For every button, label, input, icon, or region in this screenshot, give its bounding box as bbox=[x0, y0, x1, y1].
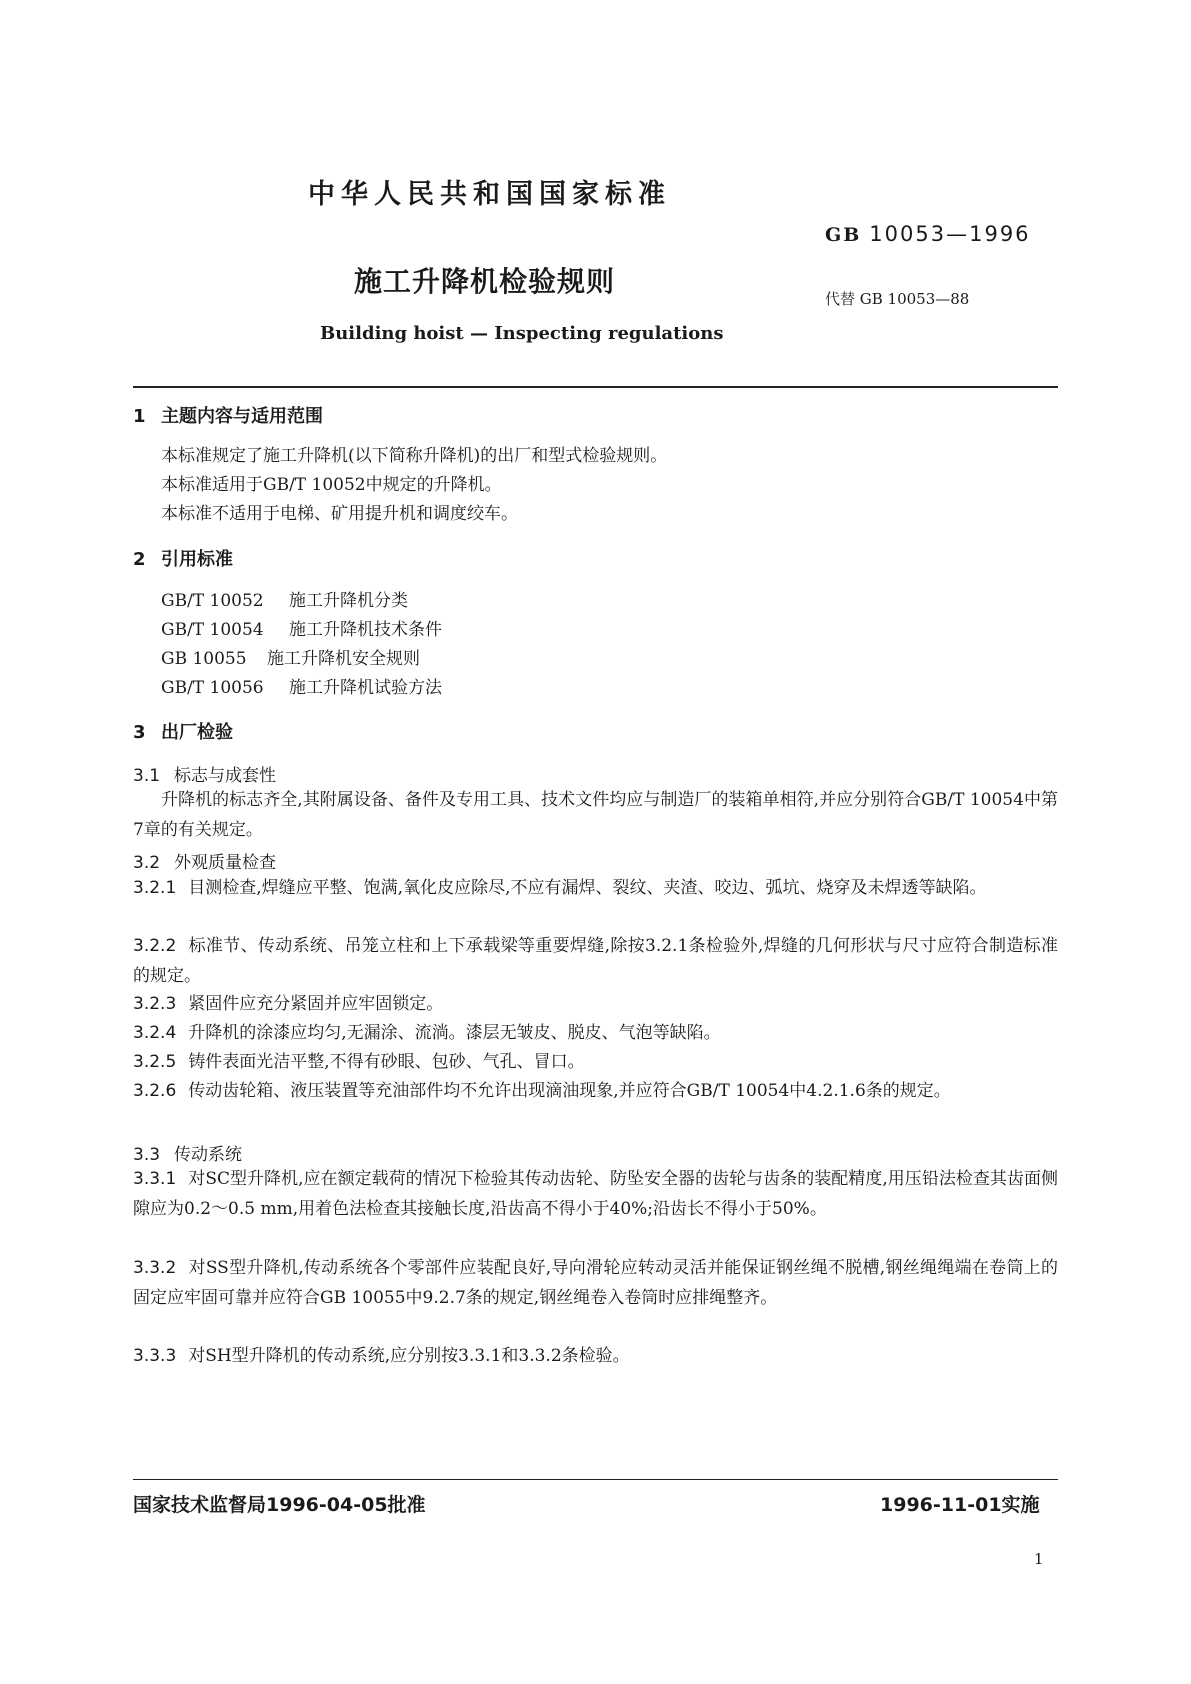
subsection-3-3-heading: 3.3 传动系统 bbox=[133, 1145, 243, 1165]
gb-number: 10053—1996 bbox=[869, 222, 1031, 246]
header-divider bbox=[133, 386, 1058, 388]
section-2-heading: 2 引用标准 bbox=[133, 549, 233, 570]
subsection-3-1-heading: 3.1 标志与成套性 bbox=[133, 766, 277, 786]
section-1-para: 本标准规定了施工升降机(以下简称升降机)的出厂和型式检验规则。 bbox=[161, 446, 668, 466]
page-number: 1 bbox=[1034, 1550, 1044, 1568]
clause-3-2-6: 3.2.6 传动齿轮箱、液压装置等充油部件均不允许出现滴油现象,并应符合GB/T 10054中4.2.1.6条的规定。 bbox=[133, 1081, 951, 1101]
clause-3-3-3: 3.3.3 对SH型升降机的传动系统,应分别按3.3.1和3.3.2条检验。 bbox=[133, 1346, 630, 1366]
clause-3-2-5: 3.2.5 铸件表面光洁平整,不得有砂眼、包砂、气孔、冒口。 bbox=[133, 1052, 585, 1072]
clause-3-2-1: 3.2.1 目测检查,焊缝应平整、饱满,氧化皮应除尽,不应有漏焊、裂纹、夹渣、咬边、弧坑、烧穿及未焊透等缺陷。 bbox=[133, 878, 987, 898]
reference-item: GB/T 10054 施工升降机技术条件 bbox=[161, 620, 442, 640]
clause-3-3-1: 3.3.1 对SC型升降机,应在额定载荷的情况下检验其传动齿轮、防坠安全器的齿轮与齿条的装配精度,用压铅法检查其齿面侧隙应为0.2～0.5 mm,用着色法检查其接触长度,沿齿高不得小于40%;沿齿长不得小于50%。 bbox=[133, 1169, 1058, 1219]
subsection-3-1-text: 升降机的标志齐全,其附属设备、备件及专用工具、技术文件均应与制造厂的装箱单相符,并应分别符合GB/T 10054中第7章的有关规定。 bbox=[133, 790, 1058, 840]
document-title-cn: 施工升降机检验规则 bbox=[354, 265, 616, 298]
clause-3-2-4: 3.2.4 升降机的涂漆应均匀,无漏涂、流淌。漆层无皱皮、脱皮、气泡等缺陷。 bbox=[133, 1023, 721, 1043]
reference-item: GB/T 10052 施工升降机分类 bbox=[161, 591, 408, 611]
section-1-heading: 1 主题内容与适用范围 bbox=[133, 406, 323, 427]
approval-date: 国家技术监督局1996-04-05批准 bbox=[133, 1494, 426, 1516]
national-standard-heading: 中华人民共和国国家标准 bbox=[308, 179, 671, 210]
reference-item: GB 10055 施工升降机安全规则 bbox=[161, 649, 420, 669]
standard-number bbox=[825, 222, 1031, 246]
clause-3-3-2: 3.3.2 对SS型升降机,传动系统各个零部件应装配良好,导向滑轮应转动灵活并能保证钢丝绳不脱槽,钢丝绳绳端在卷筒上的固定应牢固可靠并应符合GB 10055中9.2.7条的规定,钢丝绳卷入卷筒时应排绳整齐。 bbox=[133, 1258, 1058, 1308]
section-1-para: 本标准不适用于电梯、矿用提升机和调度绞车。 bbox=[161, 504, 518, 524]
clause-3-2-2: 3.2.2 标准节、传动系统、吊笼立柱和上下承载梁等重要焊缝,除按3.2.1条检验外,焊缝的几何形状与尺寸应符合制造标准的规定。 bbox=[133, 936, 1058, 986]
section-3-heading: 3 出厂检验 bbox=[133, 722, 233, 743]
gb-prefix: GB bbox=[825, 224, 862, 246]
replaces-note: 代替 GB 10053—88 bbox=[825, 290, 970, 308]
footer-divider bbox=[133, 1479, 1058, 1480]
subsection-3-2-heading: 3.2 外观质量检查 bbox=[133, 853, 277, 873]
document-title-en: Building hoist — Inspecting regulations bbox=[320, 323, 724, 344]
effective-date: 1996-11-01实施 bbox=[880, 1494, 1040, 1516]
reference-item: GB/T 10056 施工升降机试验方法 bbox=[161, 678, 442, 698]
clause-3-2-3: 3.2.3 紧固件应充分紧固并应牢固锁定。 bbox=[133, 994, 444, 1014]
section-1-para: 本标准适用于GB/T 10052中规定的升降机。 bbox=[161, 475, 502, 495]
